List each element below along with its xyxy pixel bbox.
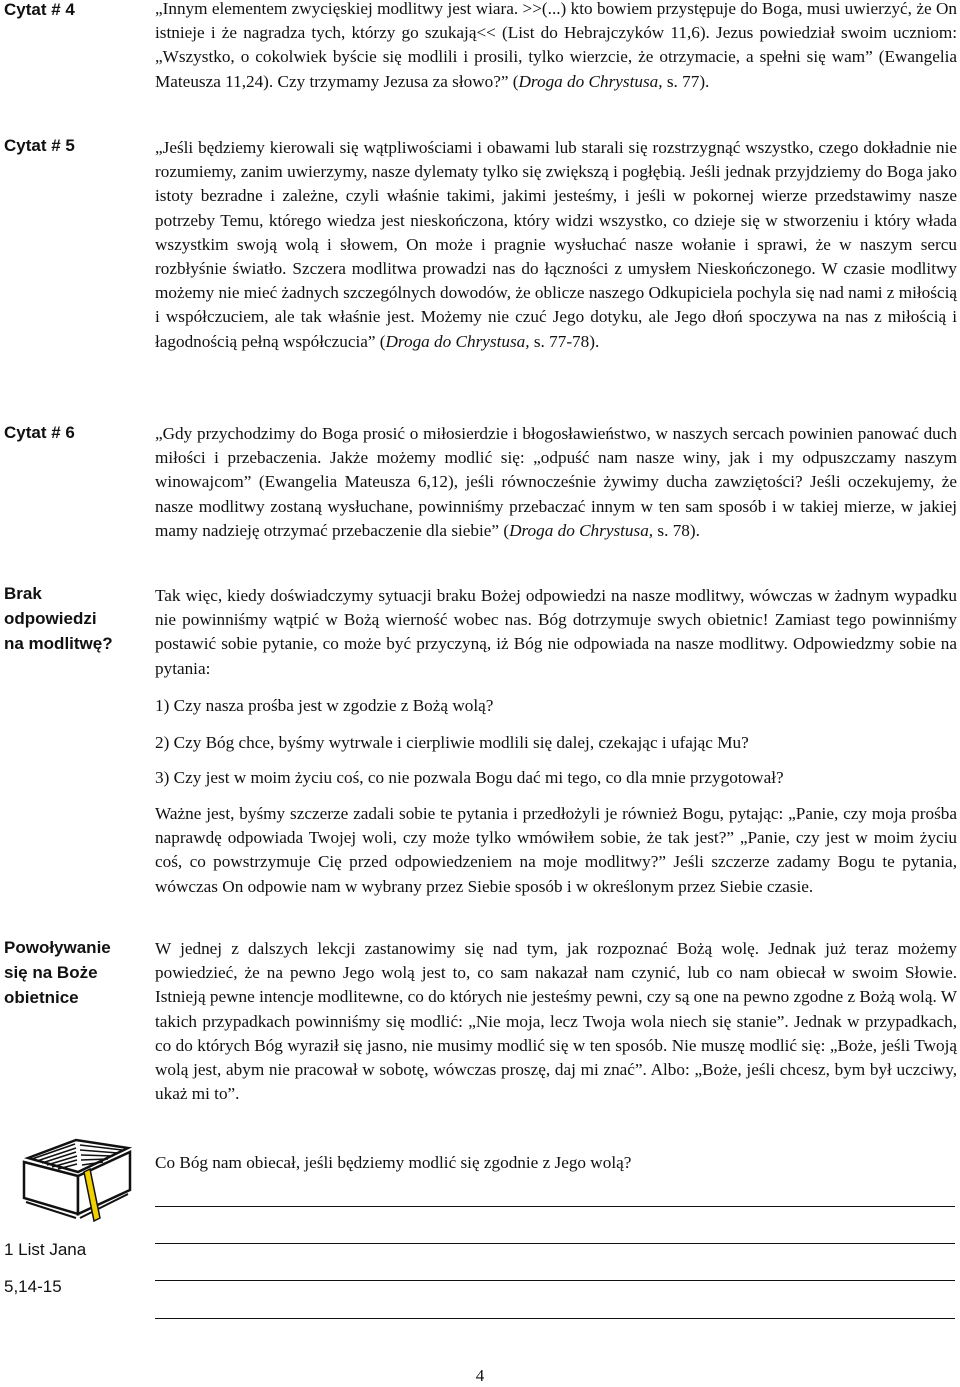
label-line: obietnice <box>4 988 79 1007</box>
exercise-question: Co Bóg nam obiecał, jeśli będziemy modlić się zgodnie z Jego wolą? <box>155 1153 632 1172</box>
label-brak-odpowiedzi <box>4 581 144 656</box>
open-book-icon <box>18 1118 136 1222</box>
body-paragraph: Ważne jest, byśmy szczerze zadali sobie te pytania i przedłożyli je również Bogu, pytając: „Panie, czy moja prośba naprawdę odpowiada Twojej woli, czy może tylko wmówiłem sobie, że tak jest?” „Panie, czy jest w moim życiu coś, co powstrzymuje Cię przed odpowiedzeniem na moje modlitwy?” Jeśli szczerze zadamy Bogu te pytania, wówczas On odpowie nam w wybrany przez Siebie sposób i w określonym przez Siebie czasie. <box>155 804 957 896</box>
reference-line: 5,14-15 <box>4 1277 62 1296</box>
label-line: na modlitwę? <box>4 634 113 653</box>
sidebar <box>0 0 150 1387</box>
source-title: Droga do Chrystusa, <box>509 520 654 540</box>
reference-line: 1 List Jana <box>4 1240 87 1259</box>
label-line: odpowiedzi <box>4 609 97 628</box>
body-paragraph: W jednej z dalszych lekcji zastanowimy się nad tym, jak rozpoznać Bożą wolę. Jednak już teraz możemy powiedzieć, że na pewno Jego wolą jest to, co sam nakazał nam czynić, lub co nam obiecał w swoim Słowie. Istnieją pewne intencje modlitewne, co do których nie jesteśmy pewni, czy są one na pewno zgodne z Bożą wolą. W takich przypadkach powinniśmy się modlić: „Nie moja, lecz Twoja wola niech się stanie”. Jednak w przypadkach, co do których Bóg wyraził się jasno, nie musimy modlić się w ten sposób. Nie muszę modlić się: „Boże, jeśli Twoją wolą jest, abym nie pracował w sobotę, wówczas proszę, daj mi znać”. Albo: „Boże, jeśli chcesz, bym był uczciwy, ukaż mi to”. <box>155 939 957 1104</box>
answer-line <box>155 1206 955 1207</box>
answer-line <box>155 1280 955 1281</box>
text: „Innym elementem zwycięskiej modlitwy jest wiara. >>(...) kto bowiem przystępuje do Boga, musi uwierzyć, że On istnieje i że nagradza tych, którzy go szukają<< (List do Hebrajczyków 11,6). Jezus powiedział swoim uczniom: „Wszystko, o cokolwiek byście się modlili i prosili, tylko wierzcie, że otrzymacie, a spełni się wam” (Ewangelia Mateusza 11,24). Czy trzymamy Jezusa za słowo?” ( <box>155 0 957 91</box>
answer-line <box>155 1243 955 1244</box>
label-powolywanie <box>4 935 144 1010</box>
text: s. 77). <box>662 71 710 91</box>
answer-line <box>155 1318 955 1319</box>
label-line: się na Boże <box>4 963 98 982</box>
text: s. 77-78). <box>529 331 600 351</box>
question-1: 1) Czy nasza prośba jest w zgodzie z Bożą wolą? <box>155 696 494 715</box>
label-line: Brak <box>4 584 42 603</box>
label-cytat-4: Cytat # 4 <box>4 0 75 19</box>
bible-reference <box>4 1237 144 1299</box>
question-2: 2) Czy Bóg chce, byśmy wytrwale i cierpliwie modlili się dalej, czekając i ufając Mu? <box>155 733 749 752</box>
quote-paragraph-6 <box>155 422 957 543</box>
label-cytat-6: Cytat # 6 <box>4 423 75 442</box>
label-cytat-5: Cytat # 5 <box>4 136 75 155</box>
body-paragraph: Tak więc, kiedy doświadczymy sytuacji braku Bożej odpowiedzi na nasze modlitwy, wówczas w żadnym wypadku nie powinniśmy wątpić w Bożą wierność wobec nas. Bóg dotrzymuje swych obietnic! Zamiast tego powinniśmy postawić sobie pytanie, co może być przyczyną, iż Bóg nie odpowiada na nasze modlitwy. Odpowiedzmy sobie na pytania: <box>155 586 957 678</box>
page-number: 4 <box>475 1366 485 1385</box>
quote-paragraph-4 <box>155 0 957 94</box>
text: „Jeśli będziemy kierowali się wątpliwościami i obawami lub starali się rozstrzygnąć wszystko, czego dokładnie nie rozumiemy, zanim uwierzymy, nasze dylematy tylko się zwiększą i pogłębią. Jeśli jednak przyjdziemy do Boga jako istoty bezradne i zależne, czyli właśnie takimi, jakimi jesteśmy, i jeśli w pokornej wierze przedstawimy nasze potrzeby Temu, którego wiedza jest nieskończona, który widzi wszystko, co dzieje się w stworzeniu i który włada wszystkim swoją wolą i słowem, On może i pragnie wysłuchać nasze wołanie i sprawi, że w naszym sercu rozbłyśnie światło. Szczera modlitwa prowadzi nas do łączności z umysłem Nieskończonego. W czasie modlitwy możemy nie mieć żadnych szczególnych dowodów, że oblicze naszego Odkupiciela pochyla się nad nami z miłością i współczuciem, ale tak właśnie jest. Możemy nie czuć Jego dotyku, ale Jego dłoń spoczywa na nas z miłością i łagodnością pełną współczucia” ( <box>155 138 957 351</box>
quote-paragraph-5 <box>155 136 957 354</box>
text: „Gdy przychodzimy do Boga prosić o miłosierdzie i błogosławieństwo, w naszych sercach powinien panować duch miłości i przebaczenia. Jakże możemy modlić się: „odpuść nam nasze winy, jak i my odpuszczamy naszym winowajcom” (Ewangelia Mateusza 6,12), jeśli równocześnie żywimy ducha zawziętości? Jeśli oczekujemy, że nasze modlitwy zostaną wysłuchane, powinniśmy przebaczać innym w ten sam sposób i w takiej mierze, w jakiej mamy nadzieję otrzymać przebaczenie dla siebie” ( <box>155 424 957 540</box>
source-title: Droga do Chrystusa, <box>518 71 663 91</box>
question-3: 3) Czy jest w moim życiu coś, co nie pozwala Bogu dać mi tego, co dla mnie przygotował? <box>155 768 784 787</box>
label-line: Powoływanie <box>4 938 111 957</box>
source-title: Droga do Chrystusa, <box>385 331 530 351</box>
text: s. 78). <box>653 520 700 540</box>
